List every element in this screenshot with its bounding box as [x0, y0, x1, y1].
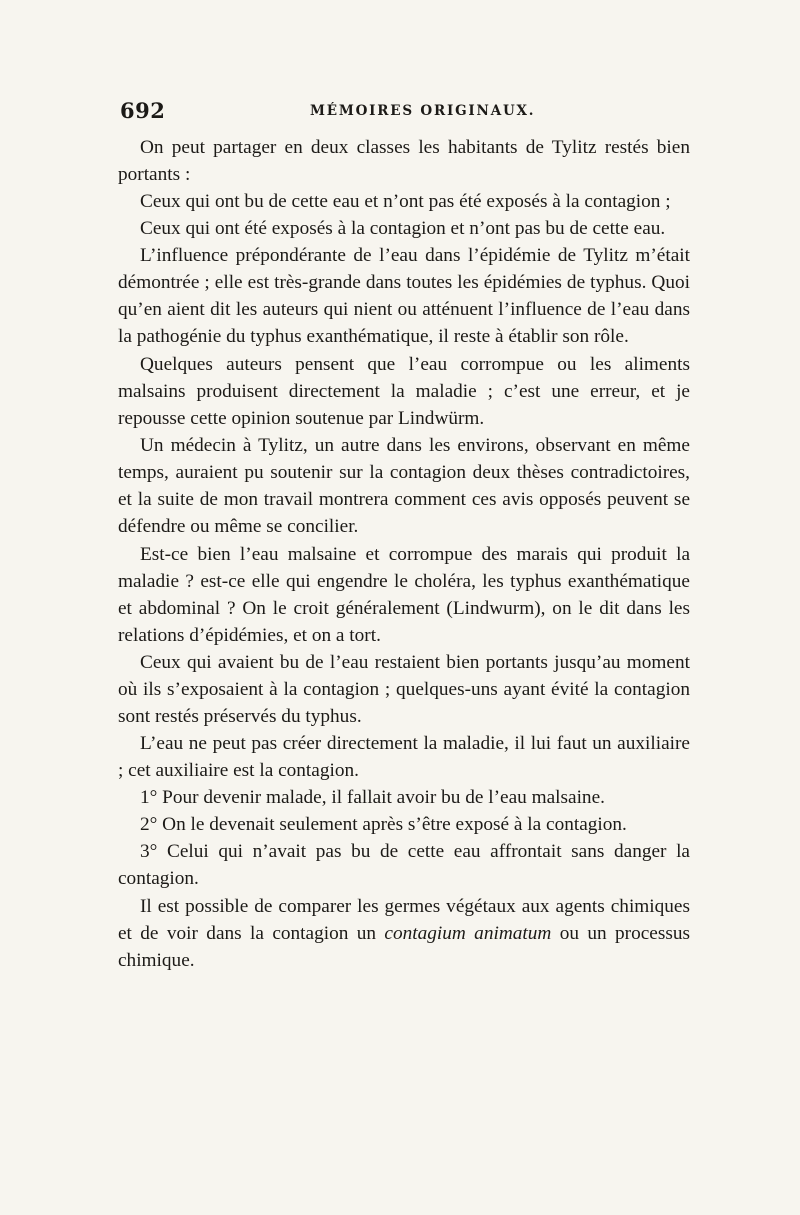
paragraph-7: Est-ce bien l’eau malsaine et corrompue des marais qui produit la maladie ? est-ce elle qui engendre le choléra, les typhus exanthématique et abdominal ? On le croit généralement (Lindwurm), on le dit dans les relations d’épidémies, et on a tort.	[118, 544, 690, 646]
paragraph-6: Un médecin à Tylitz, un autre dans les environs, observant en même temps, auraient pu soutenir sur la contagion deux thèses contradictoires, et la suite de mon travail montrera comment ces avis opposés peuvent se défendre ou même se concilier.	[118, 435, 690, 537]
paragraph-2: Ceux qui ont bu de cette eau et n’ont pas été exposés à la contagion ;	[140, 191, 671, 212]
paragraph-13-tail: ou un processus chimique.	[118, 923, 690, 971]
paragraph-13	[118, 893, 690, 974]
paragraph-13-lead: Il est possible de comparer les germes végétaux aux agents chimiques et de voir dans la contagion un	[118, 896, 690, 944]
page-number: 692	[120, 98, 166, 123]
paragraph-10: 1° Pour devenir malade, il fallait avoir bu de l’eau malsaine.	[140, 787, 605, 808]
paragraph-8: Ceux qui avaient bu de l’eau restaient bien portants jusqu’au moment où ils s’exposaient à la contagion ; quelques-uns ayant évité la contagion sont restés préservés du typhus.	[118, 652, 690, 727]
paragraph-1: On peut partager en deux classes les habitants de Tylitz restés bien portants :	[118, 137, 690, 185]
paragraph-12: 3° Celui qui n’avait pas bu de cette eau affrontait sans danger la contagion.	[118, 841, 690, 889]
paragraph-9: L’eau ne peut pas créer directement la maladie, il lui faut un auxiliaire ; cet auxiliaire est la contagion.	[118, 733, 690, 781]
page-header	[120, 98, 690, 128]
body-text	[118, 134, 690, 974]
running-head: MÉMOIRES ORIGINAUX.	[310, 103, 536, 119]
paragraph-4: L’influence prépondérante de l’eau dans l’épidémie de Tylitz m’était démontrée ; elle est très-grande dans toutes les épidémies de typhus. Quoi qu’en aient dit les auteurs qui nient ou atténuent l’influence de l’eau dans la pathogénie du typhus exanthématique, il reste à établir son rôle.	[118, 245, 690, 347]
paragraph-5: Quelques auteurs pensent que l’eau corrompue ou les aliments malsains produisent directement la maladie ; c’est une erreur, et je repousse cette opinion soutenue par Lindwürm.	[118, 354, 690, 429]
paragraph-13-italic: contagium animatum	[384, 923, 552, 944]
paragraph-11: 2° On le devenait seulement après s’être exposé à la contagion.	[140, 814, 627, 835]
paragraph-3: Ceux qui ont été exposés à la contagion et n’ont pas bu de cette eau.	[140, 218, 666, 239]
